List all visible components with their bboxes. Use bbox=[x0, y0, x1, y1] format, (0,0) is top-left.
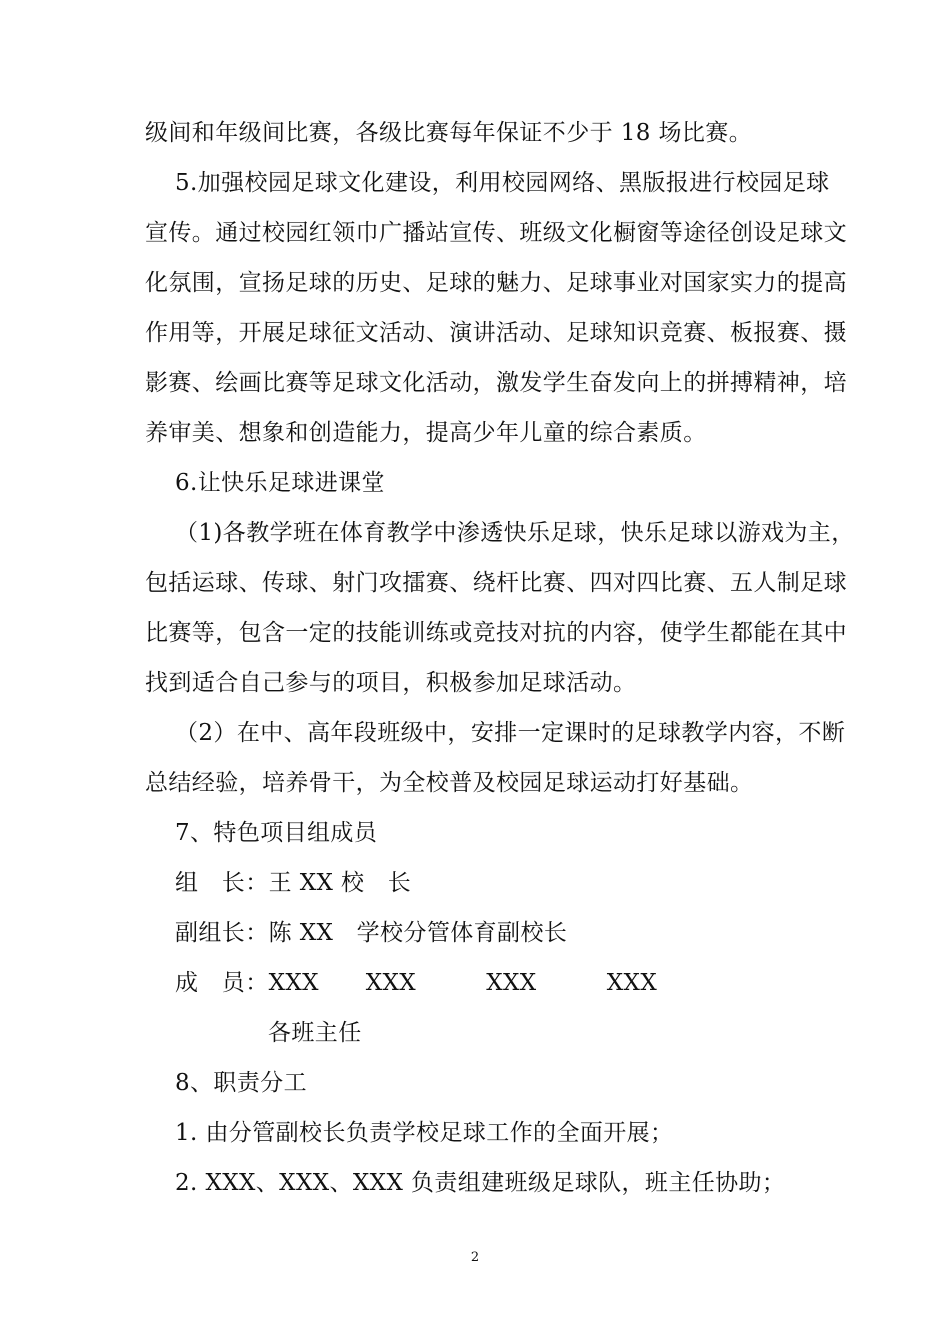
text-line-12: 找到适合自己参与的项目，积极参加足球活动。 bbox=[145, 670, 637, 696]
team-leader-line: 组 长：王 XX 校 长 bbox=[175, 870, 412, 896]
deputy-leader-line: 副组长：陈 XX 学校分管体育副校长 bbox=[175, 920, 568, 946]
text-line-4: 化氛围，宣扬足球的历史、足球的魅力、足球事业对国家实力的提高 bbox=[145, 270, 847, 296]
members-line: 成 员：XXX XXX XXX XXX bbox=[175, 970, 658, 996]
section-heading-6: 6.让快乐足球进课堂 bbox=[175, 470, 385, 496]
page-number: 2 bbox=[470, 1250, 480, 1265]
text-line-1: 级间和年级间比赛，各级比赛每年保证不少于 18 场比赛。 bbox=[145, 120, 753, 146]
duty-item-2: 2. XXX、XXX、XXX 负责组建班级足球队，班主任协助； bbox=[175, 1170, 786, 1196]
text-line-6: 影赛、绘画比赛等足球文化活动，激发学生奋发向上的拼搏精神，培 bbox=[145, 370, 847, 396]
text-line-14: 总结经验，培养骨干，为全校普及校园足球运动打好基础。 bbox=[145, 770, 754, 796]
duty-item-1: 1. 由分管副校长负责学校足球工作的全面开展； bbox=[175, 1120, 674, 1146]
text-line-7: 养审美、想象和创造能力，提高少年儿童的综合素质。 bbox=[145, 420, 707, 446]
section-heading-7: 7、特色项目组成员 bbox=[175, 820, 378, 846]
text-line-10: 包括运球、传球、射门攻擂赛、绕杆比赛、四对四比赛、五人制足球 bbox=[145, 570, 847, 596]
text-line-3: 宣传。通过校园红领巾广播站宣传、班级文化橱窗等途径创设足球文 bbox=[145, 220, 847, 246]
text-line-5: 作用等，开展足球征文活动、演讲活动、足球知识竞赛、板报赛、摄 bbox=[145, 320, 847, 346]
members-class-teachers: 各班主任 bbox=[268, 1020, 362, 1046]
section-heading-8: 8、职责分工 bbox=[175, 1070, 308, 1096]
text-line-9: （1)各教学班在体育教学中渗透快乐足球，快乐足球以游戏为主， bbox=[175, 520, 855, 546]
text-line-13: （2）在中、高年段班级中，安排一定课时的足球教学内容，不断 bbox=[175, 720, 846, 746]
text-line-11: 比赛等，包含一定的技能训练或竞技对抗的内容，使学生都能在其中 bbox=[145, 620, 847, 646]
text-line-2: 5.加强校园足球文化建设，利用校园网络、黑版报进行校园足球 bbox=[175, 170, 830, 196]
